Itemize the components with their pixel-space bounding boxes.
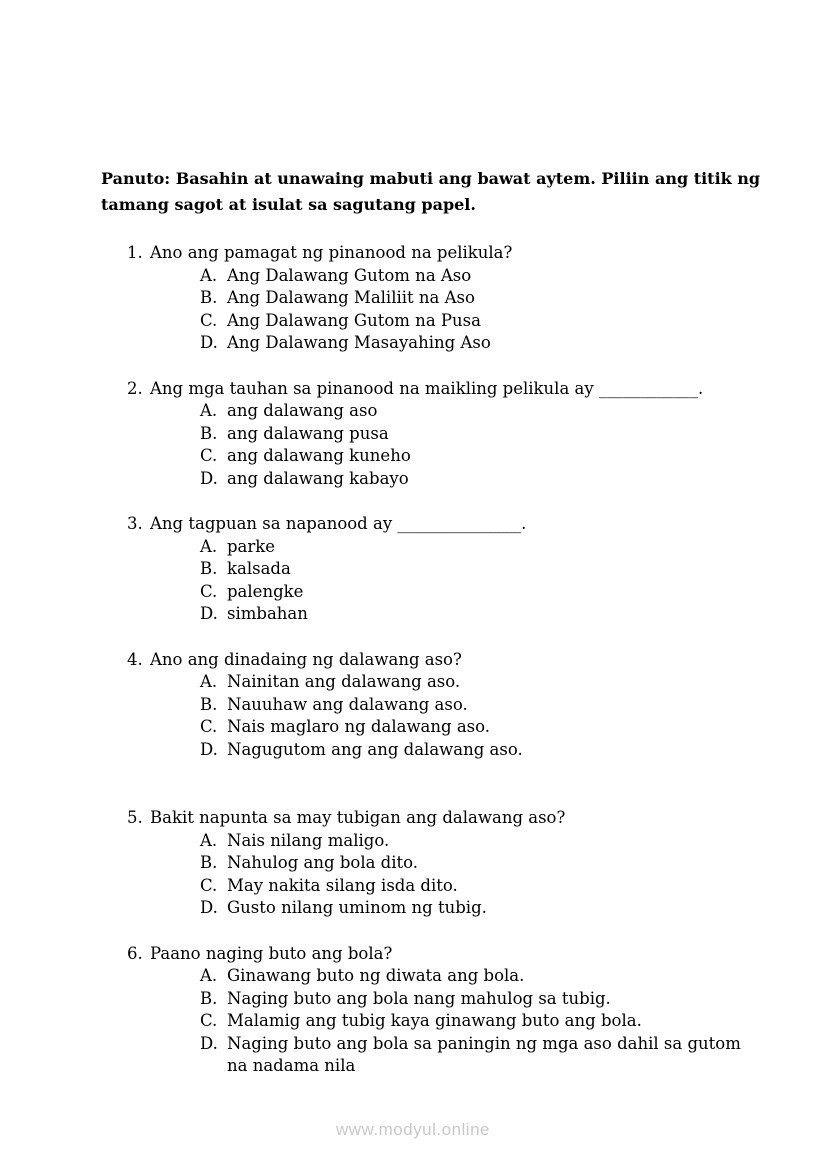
option-text: kalsada (227, 559, 291, 578)
question (127, 807, 761, 920)
option-text: Naging buto ang bola nang mahulog sa tubig. (227, 988, 611, 1008)
answer-option (200, 1033, 761, 1078)
option-letter: D. (200, 604, 218, 623)
question-number: 2. (127, 378, 143, 398)
option-letter: B. (200, 559, 218, 578)
option-text: Gusto nilang uminom ng tubig. (227, 898, 487, 917)
option-text: Naging buto ang bola sa paningin ng mga aso dahil sa gutom na nadama nila (227, 1033, 741, 1075)
question (127, 242, 761, 355)
question-text: Ano ang dinadaing ng dalawang aso? (150, 649, 462, 669)
answer-option (200, 423, 761, 446)
option-text: palengke (227, 581, 304, 601)
option-text: Ang Dalawang Masayahing Aso (227, 333, 491, 352)
option-letter: D. (200, 898, 218, 917)
answer-option (200, 897, 761, 920)
option-text: ang dalawang aso (227, 401, 378, 420)
question-list (127, 242, 761, 1078)
question (127, 649, 761, 762)
answer-option (200, 694, 761, 717)
option-letter: C. (200, 717, 218, 736)
option-letter: C. (200, 446, 218, 465)
option-text: May nakita silang isda dito. (227, 875, 458, 895)
answer-option (200, 310, 761, 333)
option-text: Malamig ang tubig kaya ginawang buto ang bola. (227, 1011, 642, 1030)
option-text: ang dalawang kuneho (227, 446, 411, 465)
answer-option (200, 671, 761, 694)
option-letter: D. (200, 468, 218, 488)
option-text: Ang Dalawang Gutom na Aso (227, 265, 472, 285)
answer-option (200, 716, 761, 739)
answer-option (200, 603, 761, 626)
option-text: Ang Dalawang Gutom na Pusa (227, 310, 481, 330)
option-letter: A. (200, 966, 218, 985)
option-letter: A. (200, 672, 218, 691)
answer-option (200, 1010, 761, 1033)
option-letter: B. (200, 988, 218, 1008)
answer-option (200, 875, 761, 898)
option-text: parke (227, 536, 276, 556)
answer-option (200, 558, 761, 581)
option-letter: A. (200, 265, 218, 285)
question-row (127, 513, 761, 536)
option-text: Nais maglaro ng dalawang aso. (227, 717, 491, 736)
option-text: Nagugutom ang ang dalawang aso. (227, 739, 523, 759)
option-text: ang dalawang pusa (227, 423, 389, 443)
option-text: simbahan (227, 604, 308, 623)
option-letter: D. (200, 1033, 218, 1053)
option-letter: A. (200, 401, 218, 420)
option-text: Nahulog ang bola dito. (227, 853, 419, 872)
question-text: Paano naging buto ang bola? (150, 943, 393, 963)
question-number: 4. (127, 649, 143, 669)
question-text: Ang tagpuan sa napanood ay _______________. (150, 514, 527, 533)
option-letter: C. (200, 581, 218, 601)
answer-option (200, 965, 761, 988)
answer-option (200, 581, 761, 604)
option-letter: B. (200, 288, 218, 307)
option-letter: D. (200, 333, 218, 352)
answer-option (200, 400, 761, 423)
option-letter: C. (200, 875, 218, 895)
option-text: ang dalawang kabayo (227, 468, 409, 488)
question-row (127, 807, 761, 830)
question-text: Bakit napunta sa may tubigan ang dalawang aso? (150, 808, 566, 827)
option-letter: B. (200, 423, 218, 443)
question-row (127, 378, 761, 401)
option-letter: B. (200, 694, 218, 714)
question (127, 943, 761, 1078)
option-letter: D. (200, 739, 218, 759)
question-text: Ano ang pamagat ng pinanood na pelikula? (150, 243, 513, 262)
question (127, 378, 761, 491)
answer-option (200, 536, 761, 559)
answer-option (200, 988, 761, 1011)
option-text: Ang Dalawang Maliliit na Aso (227, 288, 475, 307)
option-text: Ginawang buto ng diwata ang bola. (227, 966, 525, 985)
option-letter: A. (200, 536, 218, 556)
answer-option (200, 739, 761, 762)
option-letter: C. (200, 1011, 218, 1030)
option-letter: B. (200, 853, 218, 872)
option-letter: A. (200, 830, 218, 850)
answer-option (200, 852, 761, 875)
question-text: Ang mga tauhan sa pinanood na maikling pelikula ay ____________. (150, 378, 704, 398)
question (127, 513, 761, 626)
answer-option (200, 445, 761, 468)
answer-option (200, 468, 761, 491)
question-number: 6. (127, 943, 143, 963)
question-row (127, 649, 761, 672)
answer-option (200, 287, 761, 310)
question-number: 1. (127, 243, 143, 262)
page-content (101, 166, 761, 1101)
question-number: 5. (127, 808, 143, 827)
option-text: Nauuhaw ang dalawang aso. (227, 694, 468, 714)
watermark-url: www.modyul.online (335, 1120, 490, 1139)
answer-option (200, 332, 761, 355)
answer-option (200, 265, 761, 288)
instructions-text: Panuto: Basahin at unawaing mabuti ang bawat aytem. Piliin ang titik ng tamang sagot at isulat sa sagutang papel. (101, 169, 761, 214)
question-number: 3. (127, 514, 143, 533)
option-text: Nainitan ang dalawang aso. (227, 672, 461, 691)
question-row (127, 242, 761, 265)
answer-option (200, 830, 761, 853)
question-row (127, 943, 761, 966)
option-letter: C. (200, 310, 218, 330)
option-text: Nais nilang maligo. (227, 830, 390, 850)
